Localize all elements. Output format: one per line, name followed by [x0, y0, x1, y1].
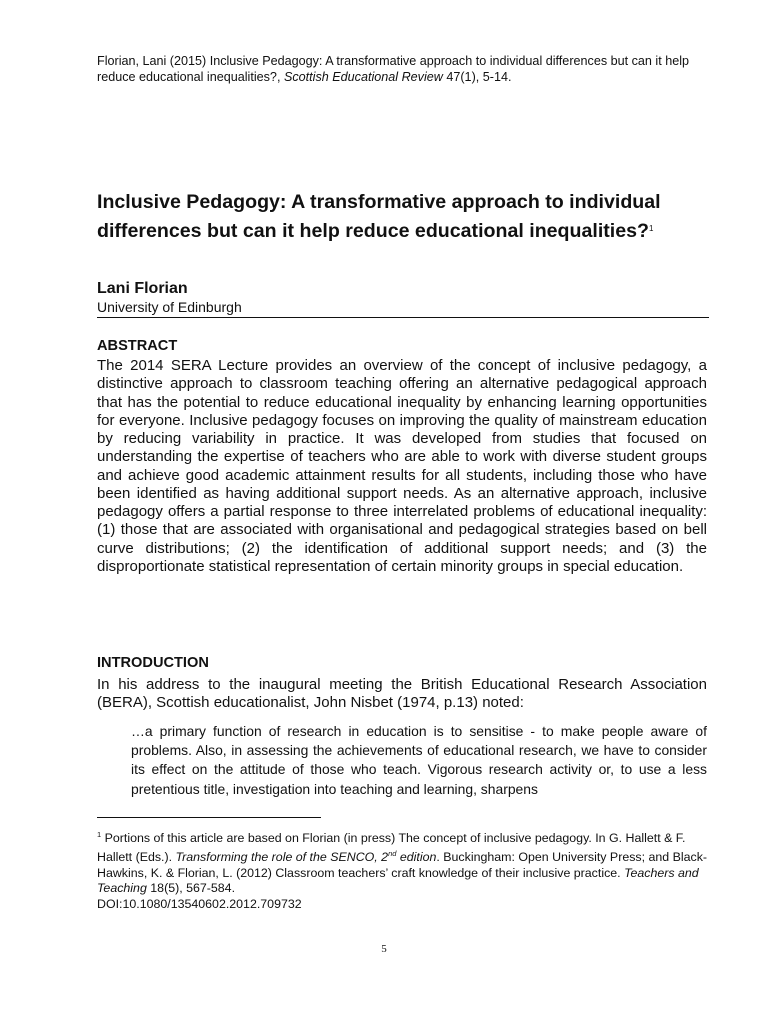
- block-quote: …a primary function of research in education is to sensitise - to make people aware of problems. Also, in assessing the achievements of educational research, we have to consider its effect on the attitude of those who teach. Vigorous research activity or, to use a less pretentious title, investigation into teaching and learning, sharpens: [131, 723, 707, 797]
- citation-details: 47(1), 5-14.: [442, 69, 512, 84]
- introduction-text: In his address to the inaugural meeting the British Educational Research Association (BERA), Scottish educationalist, John Nisbet (1974, p.13) noted:: [97, 676, 707, 712]
- title-footnote-marker: 1: [649, 223, 654, 233]
- author-affiliation: University of Edinburgh: [97, 299, 242, 315]
- footnote-book-title: Transforming the role of the SENCO, 2nd edition: [175, 849, 437, 865]
- footnote-journal: Teachers and Teaching: [97, 865, 699, 896]
- footnote-part2: . Buckingham: Open University Press; and Black-Hawkins, K. & Florian, L. (2012) Classroom teachers’ craft knowledge of their inclusive practice.: [97, 850, 708, 880]
- footnote-edition-sup: nd: [388, 849, 397, 859]
- article-title: [97, 190, 717, 244]
- abstract-heading: ABSTRACT: [97, 338, 178, 354]
- author-name: Lani Florian: [97, 280, 188, 297]
- page-number: 5: [381, 943, 387, 955]
- footnote-part3: 18(5), 567-584.: [146, 881, 236, 896]
- footnote-doi: DOI:10.1080/13540602.2012.709732: [97, 896, 302, 911]
- article-title-text: Inclusive Pedagogy: A transformative approach to individual differences but can it help reduce educational inequalities?: [97, 191, 661, 242]
- footnote-divider: [97, 817, 321, 818]
- introduction-heading: INTRODUCTION: [97, 655, 209, 671]
- footnote-part1: Portions of this article are based on Florian (in press) The concept of inclusive pedagogy. In G. Hallett & F. Hallett (Eds.).: [97, 831, 686, 865]
- footnote-marker: 1: [97, 830, 102, 839]
- citation-journal: Scottish Educational Review: [283, 69, 443, 84]
- citation-header: [97, 54, 709, 85]
- abstract-text: The 2014 SERA Lecture provides an overview of the concept of inclusive pedagogy, a distinctive approach to classroom teaching offering an alternative pedagogical approach that has the potential to reduce educational inequality by enhancing learning opportunities for everyone. Inclusive pedagogy focuses on improving the quality of mainstream education by reducing variability in practice. It was developed from studies that focused on understanding the expertise of teachers who are able to work with diverse student groups and achieve good academic attainment results for all students, including those who have been identified as having additional support needs. As an alternative approach, inclusive pedagogy offers a partial response to three interrelated problems of educational inequality: (1) those that are associated with organisational and pedagogical strategies based on bell curve distributions; (2) the identification of additional support needs; and (3) the disproportionate statistical representation of certain minority groups in special education.: [97, 357, 707, 575]
- citation-text: Florian, Lani (2015) Inclusive Pedagogy: A transformative approach to individual differences but can it help reduce educational inequalities?,: [97, 54, 690, 84]
- footnote: [97, 827, 709, 912]
- header-divider: [97, 317, 709, 318]
